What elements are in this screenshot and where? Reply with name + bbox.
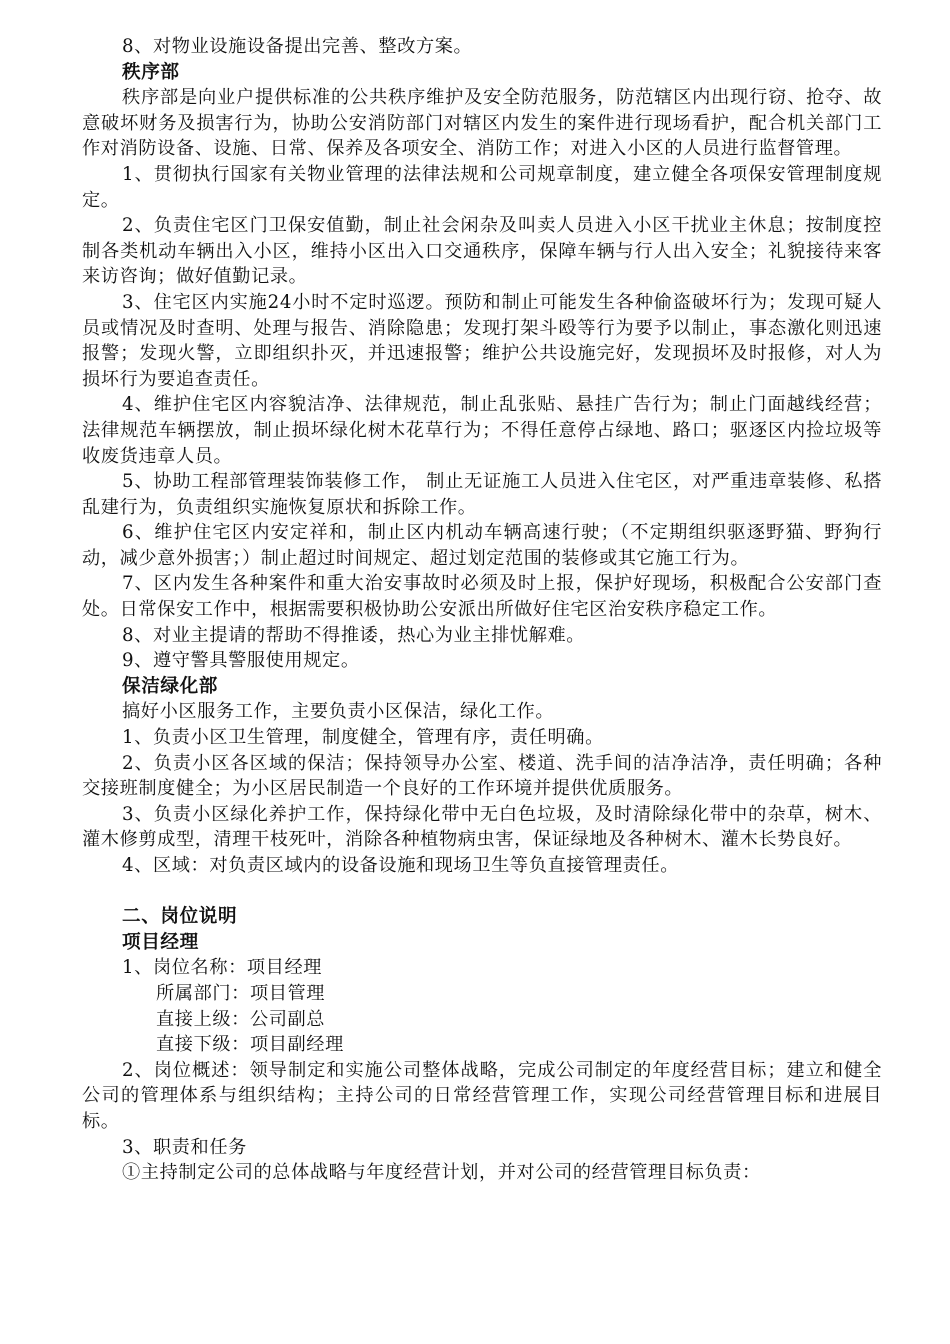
paragraph: 7、区内发生各种案件和重大治安事故时必须及时上报，保护好现场，积极配合公安部门查处。日常保安工作中，根据需要积极协助公安派出所做好住宅区治安秩序稳定工作。 [82, 573, 882, 621]
paragraph: 所属部门：项目管理 [156, 982, 326, 1004]
document-page [82, 34, 882, 1186]
paragraph: 6、维护住宅区内安定祥和，制止区内机动车辆高速行驶；（不定期组织驱逐野猫、野狗行动，减少意外损害；）制止超过时间规定、超过划定范围的装修或其它施工行为。 [82, 522, 882, 569]
paragraph: 2、负责住宅区门卫保安值勤，制止社会闲杂及叫卖人员进入小区干扰业主休息；按制度控制各类机动车辆出入小区，维持小区出入口交通秩序，保障车辆与行人出入安全；礼貌接待来客来访咨询；做好值勤记录。 [82, 215, 882, 288]
paragraph: 直接上级：公司副总 [156, 1008, 326, 1030]
paragraph: 2、负责小区各区域的保洁；保持领导办公室、楼道、洗手间的洁净洁净，责任明确；各种交接班制度健全；为小区居民制造一个良好的工作环境并提供优质服务。 [82, 752, 882, 800]
paragraph: 3、负责小区绿化养护工作，保持绿化带中无白色垃圾，及时清除绿化带中的杂草，树木、灌木修剪成型，清理干枝死叶，消除各种植物病虫害，保证绿地及各种树木、灌木长势良好。 [82, 803, 882, 851]
paragraph: 3、住宅区内实施24小时不定时巡逻。预防和制止可能发生各种偷盗破坏行为；发现可疑人员或情况及时查明、处理与报告、消除隐患；发现打架斗殴等行为要予以制止，事态激化则迅速报警；发现火警，立即组织扑灭，并迅速报警；维护公共设施完好，发现损坏及时报修，对人为损坏行为要追查责任。 [82, 291, 882, 390]
paragraph: 2、岗位概述：领导制定和实施公司整体战略，完成公司制定的年度经营目标；建立和健全公司的管理体系与组织结构；主持公司的日常经营管理工作，实现公司经营管理目标和进展目标。 [82, 1059, 882, 1132]
paragraph: 8、对物业设施设备提出完善、整改方案。 [122, 36, 473, 57]
paragraph: 1、岗位名称：项目经理 [122, 957, 323, 979]
paragraph: 1、负责小区卫生管理，制度健全，管理有序，责任明确。 [122, 727, 604, 749]
paragraph: 1、贯彻执行国家有关物业管理的法律法规和公司规章制度，建立健全各项保安管理制度规定。 [82, 163, 882, 211]
paragraph: 4、区域：对负责区域内的设备设施和现场卫生等负直接管理责任。 [122, 855, 680, 876]
section-heading: 保洁绿化部 [122, 675, 218, 697]
blank-line [82, 879, 882, 905]
paragraph: 5、协助工程部管理装饰装修工作， 制止无证施工人员进入住宅区，对严重违章装修、私搭乱建行为，负责组织实施恢复原状和拆除工作。 [82, 471, 882, 518]
paragraph: 4、维护住宅区内容貌洁净、法律规范，制止乱张贴、悬挂广告行为；制止门面越线经营；法律规范车辆摆放，制止损坏绿化树木花草行为；不得任意停占绿地、路口；驱逐区内捡垃圾等收废货违章人员。 [82, 394, 882, 467]
section-heading: 二、岗位说明 [122, 906, 238, 928]
paragraph: 3、职责和任务 [122, 1136, 247, 1158]
paragraph: 秩序部是向业户提供标准的公共秩序维护及安全防范服务，防范辖区内出现行窃、抢夺、故意破坏财务及损害行为，协助公安消防部门对辖区内发生的案件进行现场看护，配合机关部门工作对消防设备、设施、日常、保养及各项安全、消防工作；对进入小区的人员进行监督管理。 [82, 87, 882, 160]
section-heading: 项目经理 [122, 931, 199, 953]
paragraph: 搞好小区服务工作，主要负责小区保洁，绿化工作。 [122, 701, 555, 723]
paragraph: 9、遵守警具警服使用规定。 [122, 650, 360, 672]
paragraph: 8、对业主提请的帮助不得推诿，热心为业主排忧解难。 [122, 624, 586, 646]
paragraph: 直接下级：项目副经理 [156, 1034, 344, 1056]
paragraph: ①主持制定公司的总体战略与年度经营计划，并对公司的经营管理目标负责： [122, 1162, 761, 1184]
section-heading: 秩序部 [122, 61, 180, 83]
